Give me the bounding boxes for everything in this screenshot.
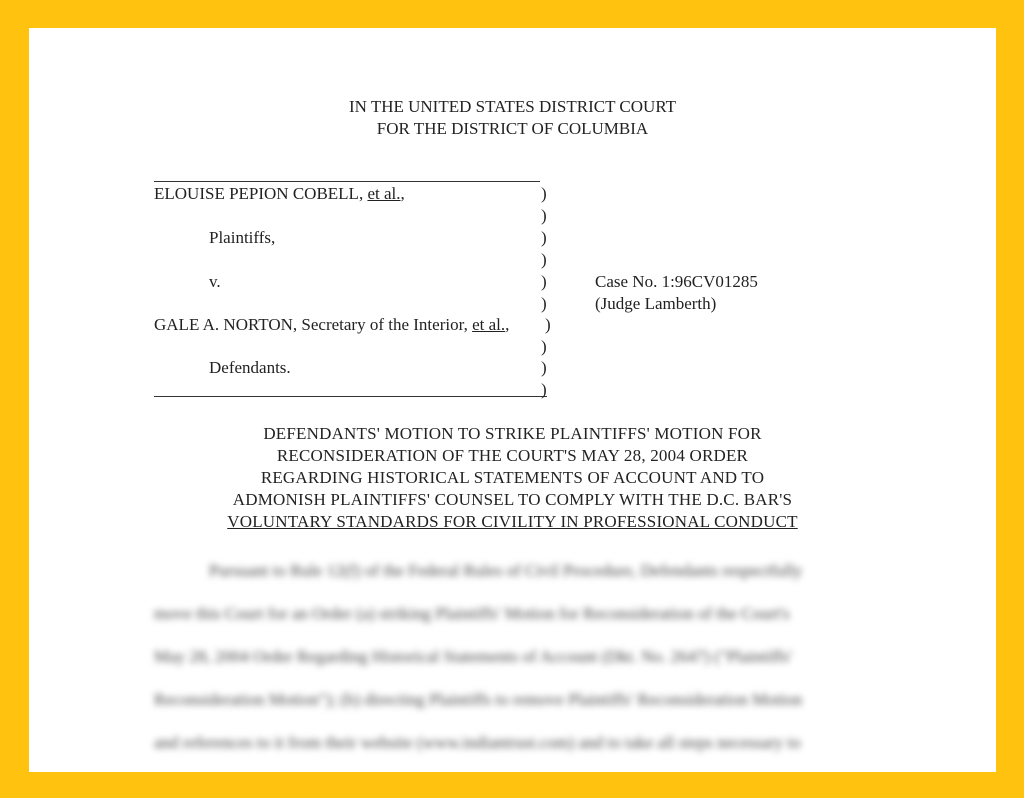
caption-paren: ) bbox=[541, 228, 547, 247]
motion-body-text bbox=[154, 549, 854, 764]
title-line-5: VOLUNTARY STANDARDS FOR CIVILITY IN PROFESSIONAL CONDUCT bbox=[227, 512, 798, 531]
caption-paren: ) bbox=[541, 294, 547, 313]
court-line-2: FOR THE DISTRICT OF COLUMBIA bbox=[376, 119, 649, 138]
body-line: move this Court for an Order (a) striking Plaintiffs' Motion for Reconsideration of the Court's bbox=[154, 604, 790, 623]
caption-top-rule bbox=[154, 181, 540, 182]
court-heading bbox=[29, 96, 996, 140]
defendant-et-al: et al. bbox=[472, 315, 506, 334]
caption-bottom-rule bbox=[154, 396, 547, 397]
caption-paren: ) bbox=[541, 380, 547, 399]
caption-paren: ) bbox=[541, 358, 547, 377]
plaintiff-tail: , bbox=[400, 184, 405, 203]
plaintiff-name-text: ELOUISE PEPION COBELL, bbox=[154, 184, 364, 203]
caption-paren: ) bbox=[541, 272, 547, 291]
title-line-3: REGARDING HISTORICAL STATEMENTS OF ACCOUNT AND TO bbox=[260, 468, 765, 487]
defendants-label: Defendants. bbox=[209, 358, 291, 377]
versus-label: v. bbox=[209, 272, 221, 291]
caption-paren: ) bbox=[541, 250, 547, 269]
defendant-name-text: GALE A. NORTON, Secretary of the Interior, bbox=[154, 315, 468, 334]
defendant-tail: , bbox=[505, 315, 510, 334]
plaintiffs-label: Plaintiffs, bbox=[209, 228, 276, 247]
court-line-1: IN THE UNITED STATES DISTRICT COURT bbox=[348, 97, 677, 116]
document-page bbox=[29, 28, 996, 772]
plaintiff-et-al: et al. bbox=[367, 184, 401, 203]
case-info bbox=[595, 271, 758, 315]
defendant-name bbox=[154, 315, 509, 335]
caption-paren: ) bbox=[545, 315, 551, 334]
body-line: May 28, 2004 Order Regarding Historical Statements of Account (Dkt. No. 2647) ("Plaintiffs' bbox=[154, 647, 793, 666]
judge-name: (Judge Lamberth) bbox=[595, 294, 717, 313]
title-line-1: DEFENDANTS' MOTION TO STRIKE PLAINTIFFS' MOTION FOR bbox=[263, 424, 762, 443]
motion-title bbox=[29, 423, 996, 533]
plaintiff-name bbox=[154, 184, 405, 204]
caption-paren: ) bbox=[541, 206, 547, 225]
body-line: Reconsideration Motion"); (b) directing Plaintiffs to remove Plaintiffs' Reconsideration Motion bbox=[154, 690, 803, 709]
title-line-4: ADMONISH PLAINTIFFS' COUNSEL TO COMPLY WITH THE D.C. BAR'S bbox=[232, 490, 793, 509]
caption-paren: ) bbox=[541, 337, 547, 356]
body-line: and references to it from their website (www.indiantrust.com) and to take all steps necessary to bbox=[154, 733, 801, 752]
case-number: Case No. 1:96CV01285 bbox=[595, 272, 758, 291]
body-line: Pursuant to Rule 12(f) of the Federal Rules of Civil Procedure, Defendants respectfully bbox=[209, 561, 803, 580]
title-line-2: RECONSIDERATION OF THE COURT'S MAY 28, 2004 ORDER bbox=[276, 446, 749, 465]
caption-paren: ) bbox=[541, 184, 547, 203]
